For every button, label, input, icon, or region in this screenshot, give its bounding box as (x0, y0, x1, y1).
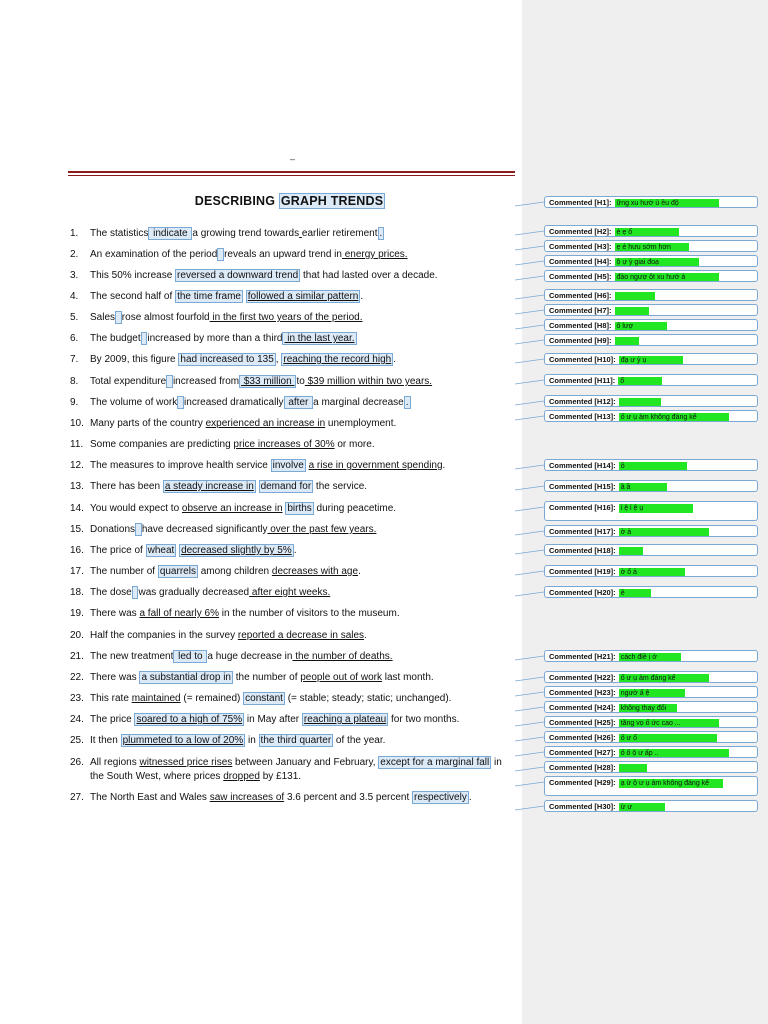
plain-text: in the number of visitors to the museum. (218, 608, 400, 619)
commented-phrase[interactable]: soared to a high of 75% (136, 714, 243, 725)
comment-text (615, 337, 639, 346)
sentence-text (90, 713, 459, 726)
plain-text: The number of (90, 566, 158, 577)
commented-phrase[interactable]: constant (245, 693, 283, 704)
title-highlight[interactable]: GRAPH TRENDS (280, 194, 384, 208)
comment-label: Commented [H6]: (549, 291, 612, 300)
comment-text: tăng vọ ố ức cao ... (619, 719, 719, 728)
plain-text: This 50% increase (90, 270, 176, 281)
plain-text: the South West, where prices (90, 771, 224, 782)
plain-text: The volume of work (90, 397, 178, 408)
plain-text: have decreased significantly (141, 524, 268, 535)
sentence-text (90, 311, 362, 324)
comment-text: ộ ự ỳ giai đoạ (615, 258, 699, 267)
plain-text: There was (90, 608, 140, 619)
list-number: 5. (70, 312, 79, 323)
plain-text: 3.6 percent and 3.5 percent (284, 792, 413, 803)
comment-text: ố ư ố (619, 734, 717, 743)
comment-label: Commented [H17]: (549, 527, 616, 536)
comment-label: Commented [H18]: (549, 546, 616, 555)
sentence-text (90, 480, 367, 493)
plain-text: . (393, 354, 396, 365)
plain-text: It then (90, 735, 121, 746)
comment-box[interactable] (544, 586, 758, 598)
plain-text: The statistics (90, 228, 149, 239)
plain-text: The price (90, 714, 135, 725)
comment-text: đạ ư ỷ ụ (619, 356, 683, 365)
sentence-text (90, 438, 375, 451)
list-number: 7. (70, 354, 79, 365)
comment-box[interactable] (544, 270, 758, 282)
commented-phrase[interactable]: after (285, 397, 312, 408)
comment-label: Commented [H1]: (549, 198, 612, 207)
comment-text (619, 398, 661, 407)
comment-box[interactable] (544, 671, 758, 683)
plain-text: The price of (90, 545, 146, 556)
comment-box[interactable] (544, 761, 758, 773)
list-number: 20. (70, 630, 84, 641)
list-number: 15. (70, 524, 84, 535)
sentence-text (90, 544, 296, 557)
commented-phrase[interactable]: the time frame (177, 291, 241, 302)
list-number: 23. (70, 693, 84, 704)
sentence-text (90, 629, 367, 642)
plain-text: unemployment. (325, 418, 397, 429)
commented-phrase[interactable]: plummeted to a low of 20% (122, 735, 244, 746)
comment-label: Commented [H3]: (549, 242, 612, 251)
comment-box[interactable] (544, 650, 758, 662)
comment-text: ẹ ẻ hưu sớm hơn (615, 243, 689, 252)
plain-text: . (442, 460, 446, 471)
plain-text: Half the companies in the survey (90, 630, 238, 641)
sentence-text (90, 459, 445, 472)
commented-phrase[interactable]: energy prices. (341, 249, 408, 260)
comment-label: Commented [H7]: (549, 306, 612, 315)
sentence-text (90, 353, 396, 366)
commented-phrase[interactable]: witnessed price rises (139, 757, 233, 768)
comment-label: Commented [H8]: (549, 321, 612, 330)
commented-phrase[interactable]: experienced an increase in (205, 418, 326, 429)
commented-phrase[interactable]: a rise in government spending (308, 460, 443, 471)
comment-label: Commented [H29]: (549, 778, 616, 787)
comment-box[interactable] (544, 289, 758, 301)
comment-text (615, 307, 649, 316)
commented-phrase[interactable]: after eight weeks. (249, 587, 331, 598)
sentence-text (90, 523, 376, 536)
comment-label: Commented [H14]: (549, 461, 616, 470)
sentence-text (90, 734, 385, 747)
comment-box[interactable] (544, 731, 758, 743)
plain-text: The measures to improve health service (90, 460, 271, 471)
comment-box[interactable] (544, 395, 758, 407)
plain-text: You would expect to (90, 503, 182, 514)
plain-text: The North East and Wales (90, 792, 210, 803)
comment-text: ề (619, 589, 651, 598)
comment-label: Commented [H24]: (549, 703, 616, 712)
sentence-text (90, 756, 502, 769)
list-number: 13. (70, 481, 84, 492)
plain-text: between January and February, (232, 757, 379, 768)
list-number: 26. (70, 757, 84, 768)
comment-text: ố lượ (615, 322, 667, 331)
comment-box[interactable] (544, 196, 758, 208)
comment-text: ờ ả (619, 528, 709, 537)
commented-phrase[interactable]: in the first two years of the period. (209, 312, 363, 323)
plain-text: the number of (232, 672, 301, 683)
comment-label: Commented [H22]: (549, 673, 616, 682)
sentence-text (90, 248, 408, 261)
comment-box[interactable] (544, 374, 758, 386)
list-number: 3. (70, 270, 79, 281)
comment-label: Commented [H21]: (549, 652, 616, 661)
plain-text: for two months. (388, 714, 460, 725)
plain-text: increased by more than a third (147, 333, 283, 344)
commented-phrase[interactable]: . (379, 228, 383, 239)
list-number: 24. (70, 714, 84, 725)
comment-text: ạ ừ ộ ư ụ ảm không đáng kể (619, 779, 723, 788)
sentence-text (90, 502, 396, 515)
comment-box[interactable] (544, 746, 758, 758)
plain-text: The second half of (90, 291, 176, 302)
plain-text: Some companies are predicting (90, 439, 234, 450)
comment-text: ầ ầ (619, 483, 667, 492)
plain-text: a marginal decrease (313, 397, 404, 408)
plain-text: Many parts of the country (90, 418, 206, 429)
comment-box[interactable] (544, 501, 758, 521)
commented-phrase[interactable]: reported a decrease in sales (237, 630, 365, 641)
plain-text: a huge decrease in (207, 651, 293, 662)
plain-text: . (360, 291, 364, 302)
plain-text: An examination of the period (90, 249, 218, 260)
plain-text: Sales (90, 312, 116, 323)
comment-text: ững xu hướ ủ ều độ (615, 199, 719, 208)
sentence-text (90, 290, 363, 303)
comment-label: Commented [H26]: (549, 733, 616, 742)
commented-phrase[interactable]: the number of deaths. (292, 651, 393, 662)
comment-box[interactable] (544, 304, 758, 316)
comment-text: đảo ngượ ột xu hướ ả (615, 273, 719, 282)
plain-text: The budget (90, 333, 141, 344)
sentence-text (90, 770, 301, 783)
sentence-text (90, 607, 400, 620)
comment-label: Commented [H28]: (549, 763, 616, 772)
plain-text: to (296, 376, 305, 387)
commented-phrase[interactable]: decreases with age (271, 566, 359, 577)
sentence-text (90, 791, 472, 804)
commented-phrase[interactable]: observe an increase in (181, 503, 283, 514)
plain-text: Donations (90, 524, 136, 535)
commented-phrase[interactable]: price increases of 30% (233, 439, 335, 450)
commented-phrase[interactable]: a substantial drop in (141, 672, 231, 683)
plain-text: . (293, 545, 297, 556)
comment-label: Commented [H23]: (549, 688, 616, 697)
list-number: 9. (70, 397, 79, 408)
comment-box[interactable] (544, 353, 758, 365)
comment-label: Commented [H12]: (549, 397, 616, 406)
plain-text: earlier retirement (301, 228, 378, 239)
comment-label: Commented [H19]: (549, 567, 616, 576)
list-number: 19. (70, 608, 84, 619)
plain-text: (= remained) (180, 693, 244, 704)
commented-phrase[interactable]: $33 million (241, 376, 295, 387)
plain-text: rose almost fourfold (121, 312, 210, 323)
comment-box[interactable] (544, 459, 758, 471)
sentence-text (90, 565, 361, 578)
sentence-text (90, 586, 330, 599)
sentence-text (90, 650, 393, 663)
commented-phrase[interactable]: a fall of nearly 6% (139, 608, 219, 619)
sentence-text (90, 227, 384, 240)
commented-phrase[interactable]: involve (272, 460, 304, 471)
comment-label: Commented [H9]: (549, 336, 612, 345)
comment-label: Commented [H30]: (549, 802, 616, 811)
comment-text: ổ (618, 377, 662, 386)
commented-phrase[interactable]: reaching the record high (283, 354, 392, 365)
sentence-text (90, 332, 357, 345)
comment-label: Commented [H2]: (549, 227, 612, 236)
comment-text: không thay đổi (619, 704, 677, 713)
commented-phrase[interactable]: wheat (147, 545, 175, 556)
plain-text: There has been (90, 481, 163, 492)
plain-text: the service. (313, 481, 368, 492)
comment-box[interactable] (544, 334, 758, 346)
plain-text: in May after (244, 714, 302, 725)
comment-text: cách điề ị ớ (619, 653, 681, 662)
commented-phrase[interactable]: indicate (150, 228, 191, 239)
plain-text: was gradually decreased (138, 587, 250, 598)
comment-text (619, 547, 643, 556)
comment-text (619, 764, 647, 773)
comment-box[interactable] (544, 800, 758, 812)
comment-label: Commented [H4]: (549, 257, 612, 266)
comment-label: Commented [H16]: (549, 503, 616, 512)
plain-text: in (245, 735, 259, 746)
comment-box[interactable] (544, 225, 758, 237)
commented-phrase[interactable]: decreased slightly by 5% (181, 545, 292, 556)
comment-box[interactable] (544, 480, 758, 492)
list-number: 10. (70, 418, 84, 429)
list-number: 11. (70, 439, 84, 450)
commented-phrase[interactable]: led to (175, 651, 206, 662)
commented-phrase[interactable]: had increased to 135 (180, 354, 274, 365)
list-number: 8. (70, 376, 79, 387)
commented-phrase[interactable]: people out of work (300, 672, 382, 683)
commented-phrase[interactable]: . (405, 397, 409, 408)
commented-phrase[interactable]: reversed a downward trend (177, 270, 299, 281)
list-number: 4. (70, 291, 79, 302)
plain-text: . (358, 566, 361, 577)
comment-box[interactable] (544, 525, 758, 537)
commented-phrase[interactable]: dropped (223, 771, 260, 782)
list-number: 18. (70, 587, 84, 598)
plain-text: increased dramatically (184, 397, 284, 408)
document-title: DESCRIBING GRAPH TRENDS (194, 194, 384, 208)
sentence-text (90, 671, 434, 684)
plain-text: in (491, 757, 502, 768)
plain-text: Total expenditure (90, 376, 167, 387)
comment-label: Commented [H11]: (549, 376, 616, 385)
comment-box[interactable] (544, 701, 758, 713)
plain-text: All regions (90, 757, 140, 768)
header-dash: – (290, 154, 296, 164)
commented-phrase[interactable]: the third quarter (260, 735, 332, 746)
comment-label: Commented [H13]: (549, 412, 616, 421)
list-number: 21. (70, 651, 84, 662)
comment-label: Commented [H15]: (549, 482, 616, 491)
sentence-text (90, 692, 451, 705)
list-number: 1. (70, 228, 79, 239)
comment-label: Commented [H25]: (549, 718, 616, 727)
plain-text: of the year. (333, 735, 386, 746)
comment-label: Commented [H10]: (549, 355, 616, 364)
plain-text: By 2009, this figure (90, 354, 179, 365)
sentence-text (90, 375, 432, 388)
commented-phrase[interactable]: reaching a plateau (303, 714, 387, 725)
plain-text: last month. (381, 672, 434, 683)
list-number: 27. (70, 792, 84, 803)
comment-box[interactable] (544, 686, 758, 698)
commented-phrase[interactable]: maintained (131, 693, 181, 704)
commented-phrase[interactable] (166, 375, 173, 388)
commented-phrase[interactable]: births (287, 503, 312, 514)
commented-phrase[interactable] (135, 523, 142, 536)
plain-text: . (364, 630, 367, 641)
plain-text: increased from (172, 376, 240, 387)
list-number: 25. (70, 735, 84, 746)
plain-text: The dose (90, 587, 132, 598)
commented-phrase[interactable]: quarrels (159, 566, 196, 577)
list-number: 22. (70, 672, 84, 683)
commented-phrase[interactable]: $39 million within two years. (304, 376, 433, 387)
plain-text: during peacetime. (313, 503, 397, 514)
commented-phrase[interactable]: in the last year. (284, 333, 355, 344)
comment-text (615, 292, 655, 301)
comment-box[interactable] (544, 776, 758, 796)
comment-box[interactable] (544, 319, 758, 331)
list-number: 6. (70, 333, 79, 344)
commented-phrase[interactable]: a steady increase in (164, 481, 254, 492)
plain-text: a growing trend towards (192, 228, 300, 239)
sentence-text (90, 417, 396, 430)
commented-phrase[interactable]: except for a marginal fall (380, 757, 490, 768)
header-rule-thin (68, 175, 515, 176)
list-number: 16. (70, 545, 84, 556)
comment-text: ỉ ệ ỉ ệ ụ (619, 504, 693, 513)
comment-text: ừ ư (619, 803, 665, 812)
comment-box[interactable] (544, 240, 758, 252)
list-number: 2. (70, 249, 79, 260)
commented-phrase[interactable]: respectively (414, 792, 467, 803)
comment-label: Commented [H27]: (549, 748, 616, 757)
comment-text: ố ư ụ ảm không đáng kể (619, 413, 729, 422)
plain-text: that had lasted over a decade. (300, 270, 438, 281)
commented-phrase[interactable]: demand for (260, 481, 312, 492)
list-number: 12. (70, 460, 84, 471)
sentence-text (90, 269, 438, 282)
commented-phrase[interactable]: followed a similar pattern (247, 291, 359, 302)
comment-text: ố ố ộ ư ấp .. (619, 749, 729, 758)
list-number: 17. (70, 566, 84, 577)
plain-text: reveals an upward trend in (224, 249, 342, 260)
comment-box[interactable] (544, 544, 758, 556)
plain-text: , (275, 354, 282, 365)
comment-box[interactable] (544, 565, 758, 577)
comment-text: ố ư ụ ảm đáng kể (619, 674, 709, 683)
plain-text: (= stable; steady; static; unchanged). (284, 693, 452, 704)
commented-phrase[interactable] (115, 311, 122, 324)
plain-text: . (468, 792, 472, 803)
comment-box[interactable] (544, 410, 758, 422)
plain-text: The new treatment (90, 651, 174, 662)
plain-text: or more. (334, 439, 375, 450)
plain-text: by £131. (259, 771, 302, 782)
commented-phrase[interactable]: over the past few years. (267, 524, 377, 535)
comment-label: Commented [H5]: (549, 272, 612, 281)
sentence-text (90, 396, 411, 409)
comment-box[interactable] (544, 255, 758, 267)
comment-text: ngườ ấ ệ (619, 689, 685, 698)
commented-phrase[interactable]: saw increases of (209, 792, 285, 803)
plain-text: There was (90, 672, 140, 683)
plain-text: This rate (90, 693, 132, 704)
list-number: 14. (70, 503, 84, 514)
comment-text: ẻ ẹ ố (615, 228, 679, 237)
comment-text: ồ (619, 462, 687, 471)
plain-text: among children (197, 566, 272, 577)
comment-box[interactable] (544, 716, 758, 728)
header-rule-thick (68, 171, 515, 173)
comment-text: ờ ổ ả (619, 568, 685, 577)
comment-label: Commented [H20]: (549, 588, 616, 597)
